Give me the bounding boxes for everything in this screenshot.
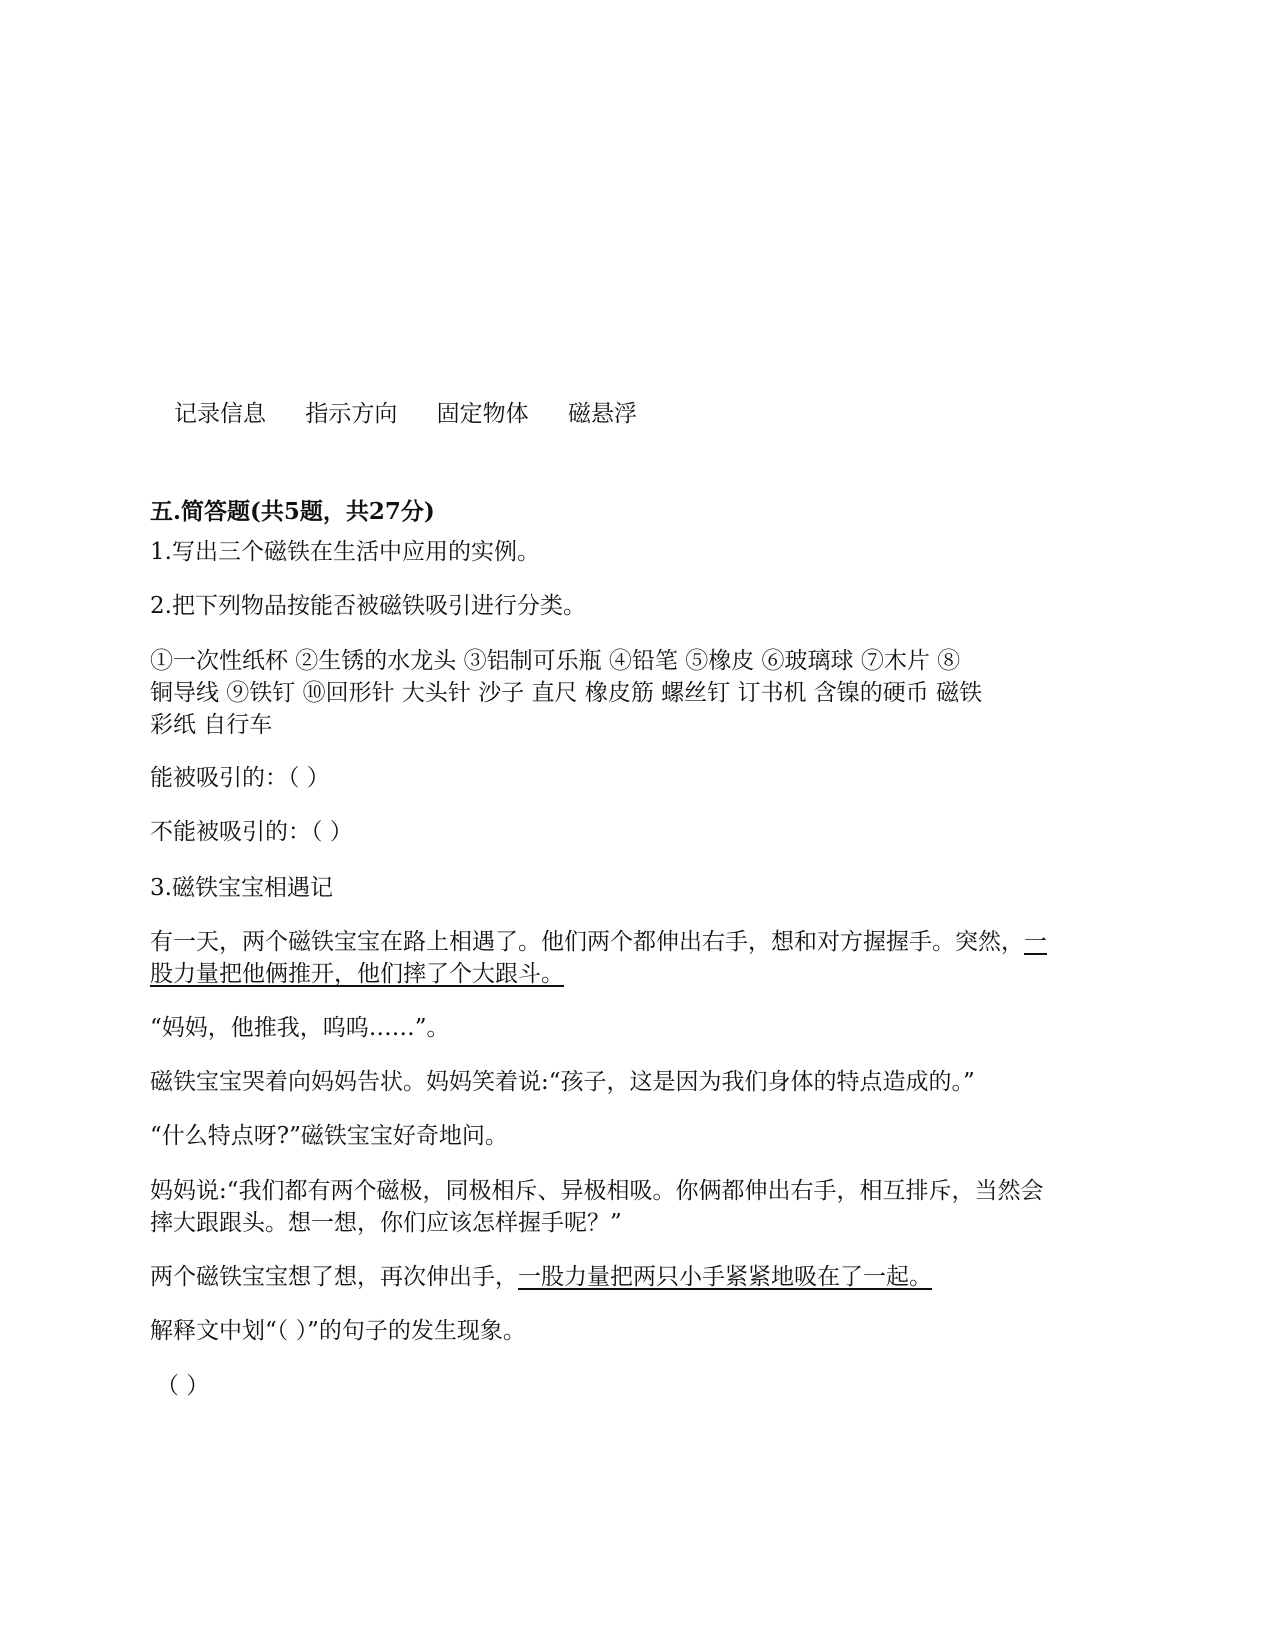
story-paragraph-2: “妈妈，他推我，呜呜……”。: [150, 1015, 450, 1041]
story-p1-text: 有一天，两个磁铁宝宝在路上相遇了。他们两个都伸出右手，想和对方握握手。突然，: [150, 929, 1024, 955]
story-paragraph-1-cont: [150, 958, 564, 990]
story-p1-underlined: 股力量把他俩推开，他们摔了个大跟斗。: [150, 961, 564, 987]
story-paragraph-4: “什么特点呀?”磁铁宝宝好奇地问。: [150, 1123, 508, 1149]
story-paragraph-5-line-2: 摔大跟跟头。想一想，你们应该怎样握手呢？”: [150, 1210, 622, 1236]
question-2-items-line-3: 彩纸 自行车: [150, 712, 273, 738]
question-3-title: 3.磁铁宝宝相遇记: [150, 875, 333, 901]
story-p1-underlined-start: 一: [1024, 929, 1047, 955]
not-attract-answer: 不能被吸引的：（ ）: [150, 819, 353, 845]
story-paragraph-5-line-1: 妈妈说:“我们都有两个磁极，同极相斥、异极相吸。你俩都伸出右手，相互排斥，当然会: [150, 1178, 1044, 1204]
question-3-prompt: 解释文中划“（ ）”的句子的发生现象。: [150, 1318, 526, 1344]
question-2-prompt: 2.把下列物品按能否被磁铁吸引进行分类。: [150, 593, 586, 619]
option-1: 记录信息: [174, 401, 266, 427]
question-1: 1.写出三个磁铁在生活中应用的实例。: [150, 539, 540, 565]
story-paragraph-3: 磁铁宝宝哭着向妈妈告状。妈妈笑着说:“孩子，这是因为我们身体的特点造成的。”: [150, 1069, 975, 1095]
question-2-items-line-2: 铜导线 ⑨铁钉 ⑩回形针 大头针 沙子 直尺 橡皮筋 螺丝钉 订书机 含镍的硬币 磁铁: [150, 680, 983, 706]
story-paragraph-1: [150, 926, 1047, 958]
option-2: 指示方向: [305, 401, 398, 427]
section-title: 五.简答题(共5题，共27分): [150, 498, 435, 525]
question-2-items-line-1: ①一次性纸杯 ②生锈的水龙头 ③铝制可乐瓶 ④铅笔 ⑤橡皮 ⑥玻璃球 ⑦木片 ⑧: [150, 648, 961, 674]
story-p6-text: 两个磁铁宝宝想了想，再次伸出手，: [150, 1264, 518, 1290]
story-paragraph-6: [150, 1261, 932, 1293]
options-row: [174, 398, 669, 430]
attract-answer: 能被吸引的：（ ）: [150, 765, 330, 791]
option-4: 磁悬浮: [567, 401, 637, 427]
question-3-answer: （ ）: [156, 1373, 210, 1399]
option-3: 固定物体: [436, 401, 529, 427]
story-p6-underlined: 一股力量把两只小手紧紧地吸在了一起。: [518, 1264, 932, 1290]
